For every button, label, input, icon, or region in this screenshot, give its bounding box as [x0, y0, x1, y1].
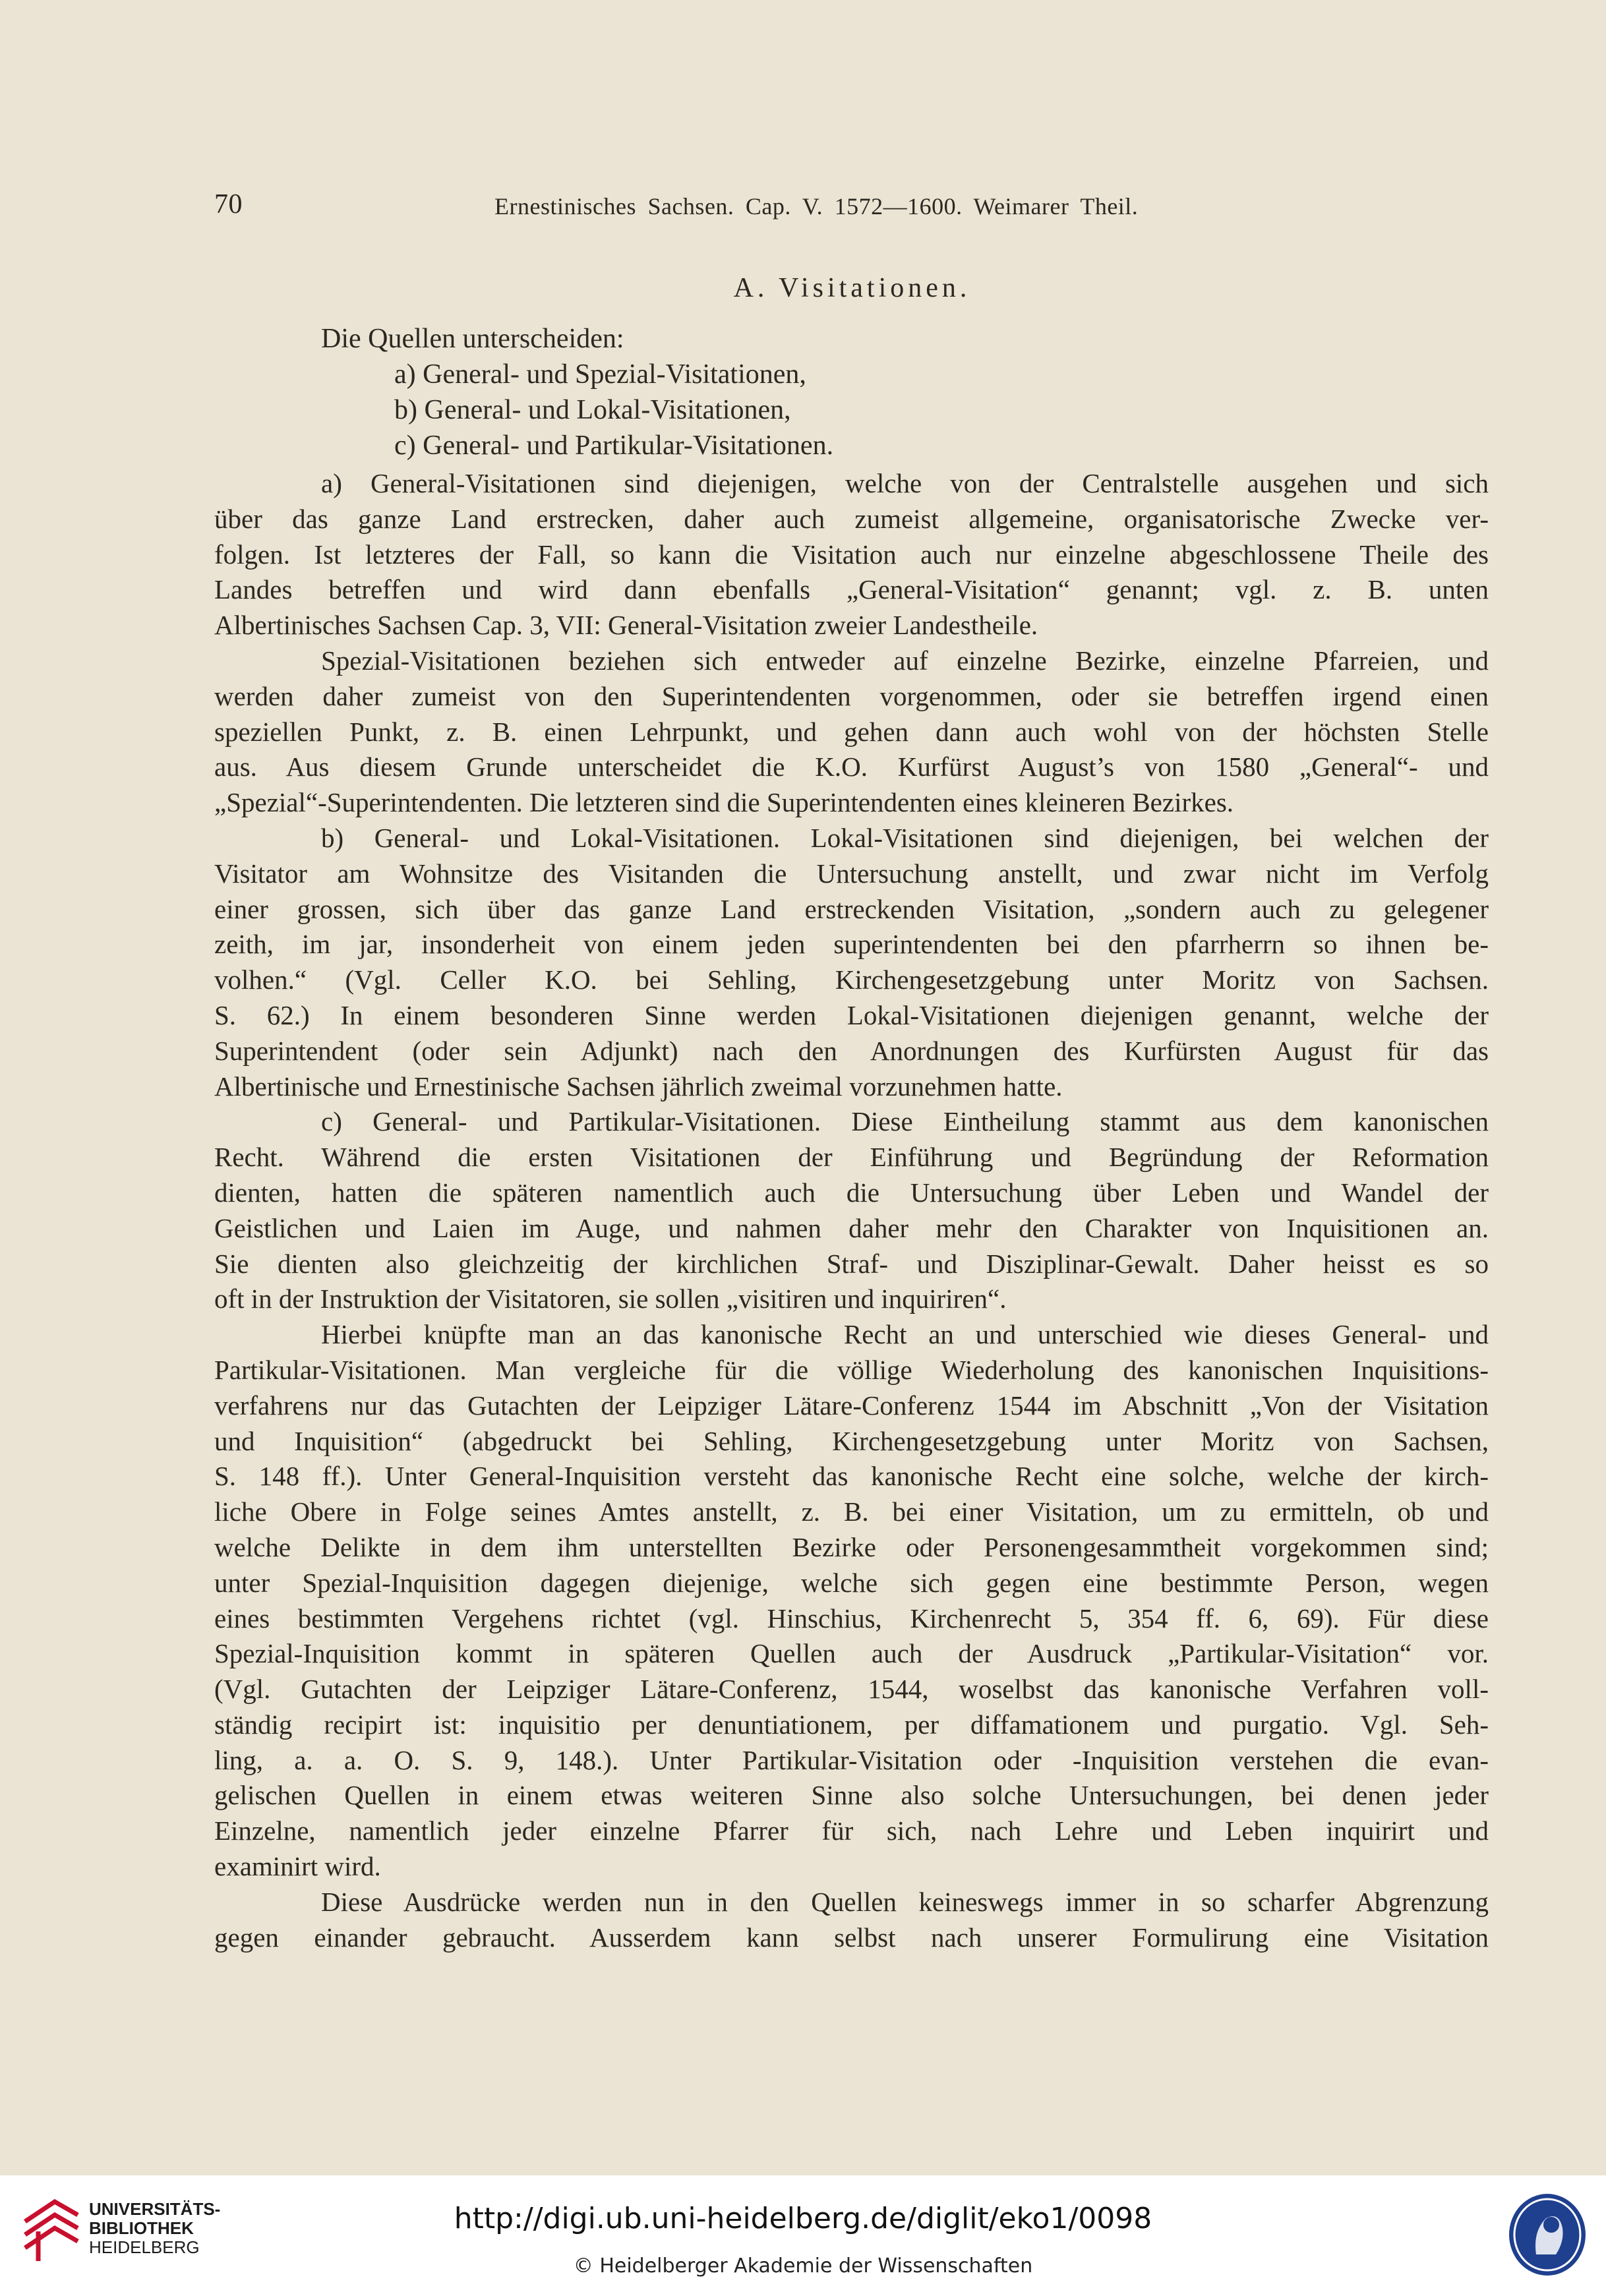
text-line: welche Delikte in dem ihm unterstellten Bezirke oder Personengesammtheit vorgekommen sind; [214, 1531, 1489, 1562]
text-line: „Spezial“-Superintendenten. Die letzteren sind die Superintendenten eines kleineren Bezirkes. [214, 787, 1234, 818]
text-line: S. 62.) In einem besonderen Sinne werden Lokal-Visitationen diejenigen genannt, welche der [214, 999, 1489, 1030]
text-line: Superintendent (oder sein Adjunkt) nach den Anordnungen des Kurfürsten August für das [214, 1035, 1489, 1066]
library-name-line: BIBLIOTHEK [89, 2218, 194, 2238]
text-line: examinirt wird. [214, 1851, 381, 1882]
list-item: b) General- und Lokal-Visitationen, [394, 395, 791, 425]
text-line: folgen. Ist letzteres der Fall, so kann die Visitation auch nur einzelne abgeschlossene Theile des [214, 539, 1489, 570]
text-line: unter Spezial-Inquisition dagegen diejenige, welche sich gegen eine bestimmte Person, wegen [214, 1567, 1489, 1598]
text-line: zeith, im jar, insonderheit von einem jeden superintendenten bei den pfarrherrn so ihnen be- [214, 929, 1489, 960]
text-line: dienten, hatten die späteren namentlich auch die Untersuchung über Leben und Wandel der [214, 1177, 1489, 1208]
text-line: aus. Aus diesem Grunde unterscheidet die K.O. Kurfürst August’s von 1580 „General“- und [214, 751, 1489, 782]
copyright-notice: © Heidelberger Akademie der Wissenschaften [573, 2254, 1033, 2278]
page-number: 70 [214, 189, 243, 220]
section-title: A. Visitationen. [733, 273, 971, 303]
text-line: Einzelne, namentlich jeder einzelne Pfarrer für sich, nach Lehre und Leben inquirirt und [214, 1815, 1489, 1846]
footer-bar [0, 2175, 1606, 2296]
source-url[interactable]: http://digi.ub.uni-heidelberg.de/diglit/eko1/0098 [454, 2202, 1152, 2235]
text-line: über das ganze Land erstrecken, daher auch zumeist allgemeine, organisatorische Zwecke ver- [214, 503, 1489, 534]
text-line: c) General- und Partikular-Visitationen. Diese Eintheilung stammt aus dem kanonischen [321, 1106, 1489, 1137]
text-line: ständig recipirt ist: inquisitio per denuntiationem, per diffamationem und purgatio. Vgl. Seh- [214, 1709, 1489, 1740]
list-item: a) General- und Spezial-Visitationen, [394, 359, 806, 390]
text-line: eines bestimmten Vergehens richtet (vgl. Hinschius, Kirchenrecht 5, 354 ff. 6, 69). Für diese [214, 1603, 1489, 1634]
text-line: Partikular-Visitationen. Man vergleiche für die völlige Wiederholung des kanonischen Inquisitions- [214, 1354, 1489, 1385]
text-line: Albertinische und Ernestinische Sachsen jährlich zweimal vorzunehmen hatte. [214, 1071, 1063, 1102]
text-line: ling, a. a. O. S. 9, 148.). Unter Partikular-Visitation oder -Inquisition verstehen die evan- [214, 1744, 1489, 1775]
text-line: (Vgl. Gutachten der Leipziger Lätare-Conferenz, 1544, woselbst das kanonische Verfahren voll- [214, 1674, 1489, 1705]
text-line: speziellen Punkt, z. B. einen Lehrpunkt, und gehen dann auch wohl von der höchsten Stelle [214, 716, 1489, 747]
text-line: b) General- und Lokal-Visitationen. Lokal-Visitationen sind diejenigen, bei welchen der [321, 822, 1489, 853]
text-line: und Inquisition“ (abgedruckt bei Sehling, Kirchengesetzgebung unter Moritz von Sachsen, [214, 1425, 1489, 1456]
text-line: Spezial-Visitationen beziehen sich entweder auf einzelne Bezirke, einzelne Pfarreien, und [321, 645, 1489, 676]
text-line: Spezial-Inquisition kommt in späteren Quellen auch der Ausdruck „Partikular-Visitation“ vor. [214, 1638, 1489, 1669]
text-line: gegen einander gebraucht. Ausserdem kann selbst nach unserer Formulirung eine Visitation [214, 1922, 1489, 1953]
text-line: a) General-Visitationen sind diejenigen, welche von der Centralstelle ausgehen und sich [321, 468, 1489, 498]
text-line: Hierbei knüpfte man an das kanonische Recht an und unterschied wie dieses General- und [321, 1319, 1489, 1350]
running-title: Ernestinisches Sachsen. Cap. V. 1572—1600. Weimarer Theil. [494, 193, 1139, 220]
text-line: Albertinisches Sachsen Cap. 3, VII: General-Visitation zweier Landestheile. [214, 610, 1038, 641]
text-line: Landes betreffen und wird dann ebenfalls „General-Visitation“ genannt; vgl. z. B. unten [214, 574, 1489, 605]
intro-line: Die Quellen unterscheiden: [321, 324, 624, 354]
text-line: einer grossen, sich über das ganze Land erstreckenden Visitation, „sondern auch zu gelegener [214, 893, 1489, 924]
library-name-line: HEIDELBERG [89, 2237, 200, 2257]
text-line: verfahrens nur das Gutachten der Leipziger Lätare-Conferenz 1544 im Abschnitt „Von der Visitation [214, 1390, 1489, 1421]
text-line: liche Obere in Folge seines Amtes anstellt, z. B. bei einer Visitation, um zu ermitteln, ob und [214, 1496, 1489, 1527]
page-header [214, 189, 1490, 228]
library-name-line: UNIVERSITÄTS- [89, 2199, 221, 2219]
text-line: Sie dienten also gleichzeitig der kirchlichen Straf- und Disziplinar-Gewalt. Daher heisst es so [214, 1248, 1489, 1279]
text-line: Geistlichen und Laien im Auge, und nahmen daher mehr den Charakter von Inquisitionen an. [214, 1212, 1489, 1243]
text-line: Visitator am Wohnsitze des Visitanden die Untersuchung anstellt, und zwar nicht im Verfolg [214, 858, 1489, 889]
academy-seal-icon [1506, 2192, 1589, 2278]
text-line: volhen.“ (Vgl. Celler K.O. bei Sehling, Kirchengesetzgebung unter Moritz von Sachsen. [214, 964, 1489, 995]
list-item: c) General- und Partikular-Visitationen. [394, 430, 834, 461]
text-line: Recht. Während die ersten Visitationen der Einführung und Begründung der Reformation [214, 1142, 1489, 1173]
text-line: gelischen Quellen in einem etwas weiteren Sinne also solche Untersuchungen, bei denen jeder [214, 1780, 1489, 1811]
text-line: S. 148 ff.). Unter General-Inquisition versteht das kanonische Recht eine solche, welche der kirch- [214, 1461, 1489, 1492]
body-text [214, 466, 1489, 1955]
text-line: oft in der Instruktion der Visitatoren, sie sollen „visitiren und inquiriren“. [214, 1283, 1007, 1314]
text-line: werden daher zumeist von den Superintendenten vorgenommen, oder sie betreffen irgend einen [214, 680, 1489, 711]
text-line: Diese Ausdrücke werden nun in den Quellen keineswegs immer in so scharfer Abgrenzung [321, 1886, 1489, 1917]
